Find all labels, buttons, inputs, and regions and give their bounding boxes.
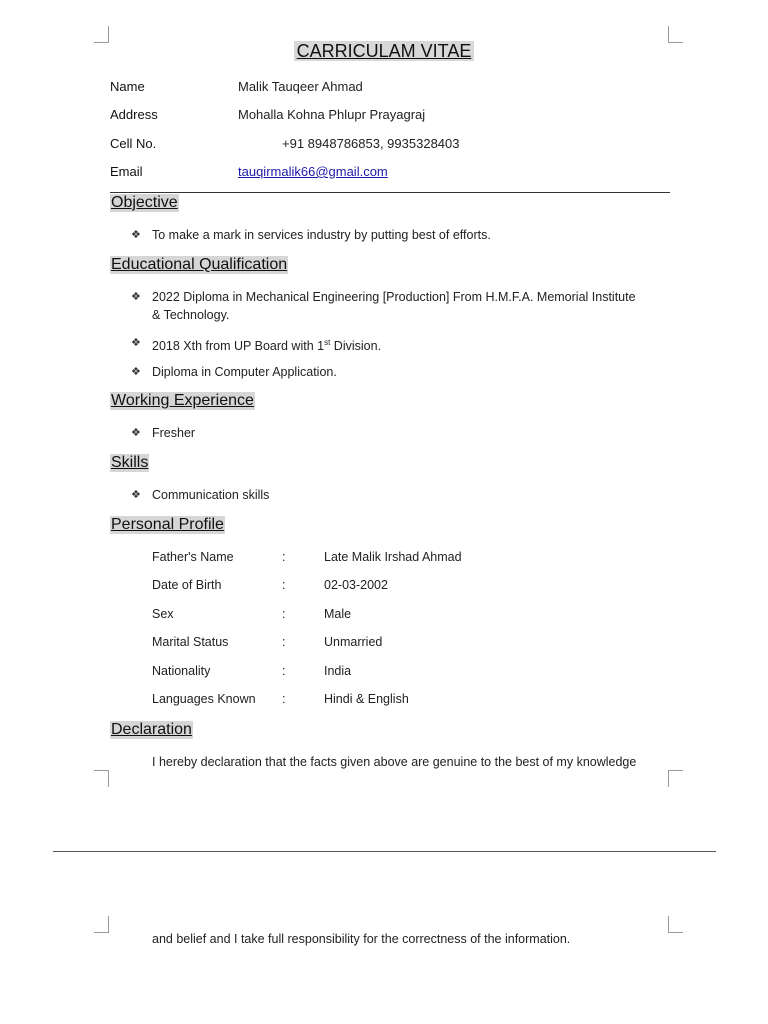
profile-value: Late Malik Irshad Ahmad xyxy=(324,550,462,564)
document-title: CARRICULAM VITAE xyxy=(0,41,768,62)
experience-heading: Working Experience xyxy=(111,392,254,409)
bullet-icon: ❖ xyxy=(131,337,141,349)
profile-colon: : xyxy=(282,607,286,621)
profile-label: Languages Known xyxy=(152,692,256,706)
declaration-text-line1: I hereby declaration that the facts given above are genuine to the best of my knowledge xyxy=(152,755,637,769)
header-divider xyxy=(110,192,670,193)
bullet-icon: ❖ xyxy=(131,366,141,378)
profile-colon: : xyxy=(282,664,286,678)
crop-mark-bottom-right xyxy=(668,770,683,787)
profile-label: Father's Name xyxy=(152,550,234,564)
experience-text: Fresher xyxy=(152,426,196,440)
education-item-xth: 2018 Xth from UP Board with 1st Division. xyxy=(152,338,382,354)
profile-label: Sex xyxy=(152,607,174,621)
name-label: Name xyxy=(110,79,145,94)
declaration-heading: Declaration xyxy=(111,721,192,738)
address-label: Address xyxy=(110,107,158,122)
objective-text: To make a mark in services industry by putting best of efforts. xyxy=(152,228,491,242)
page-break-divider xyxy=(53,851,716,852)
crop-mark-page2-top-left xyxy=(94,916,109,933)
education-item-diploma: 2022 Diploma in Mechanical Engineering [Production] From H.M.F.A. Memorial Institute & Technology. xyxy=(152,290,636,322)
profile-label: Nationality xyxy=(152,664,211,678)
declaration-text-line2: and belief and I take full responsibility for the correctness of the information. xyxy=(152,932,571,946)
address-value: Mohalla Kohna Phlupr Prayagraj xyxy=(238,107,426,122)
profile-value: Hindi & English xyxy=(324,692,409,706)
email-link[interactable]: tauqirmalik66@gmail.com xyxy=(238,164,388,179)
skills-text: Communication skills xyxy=(152,488,270,502)
cell-value: +91 8948786853, 9935328403 xyxy=(282,136,460,151)
bullet-icon: ❖ xyxy=(131,229,141,241)
profile-value: 02-03-2002 xyxy=(324,578,388,592)
cell-label: Cell No. xyxy=(110,136,157,151)
bullet-icon: ❖ xyxy=(131,427,141,439)
education-heading: Educational Qualification xyxy=(111,256,288,273)
profile-colon: : xyxy=(282,635,286,649)
crop-mark-page2-top-right xyxy=(668,916,683,933)
education-item-computer: Diploma in Computer Application. xyxy=(152,365,337,379)
profile-heading: Personal Profile xyxy=(111,516,224,533)
profile-label: Date of Birth xyxy=(152,578,222,592)
bullet-icon: ❖ xyxy=(131,291,141,303)
profile-value: Male xyxy=(324,607,352,621)
skills-heading: Skills xyxy=(111,454,149,471)
crop-mark-bottom-left xyxy=(94,770,109,787)
profile-label: Marital Status xyxy=(152,635,229,649)
profile-value: India xyxy=(324,664,352,678)
profile-colon: : xyxy=(282,550,286,564)
email-label: Email xyxy=(110,164,143,179)
name-value: Malik Tauqeer Ahmad xyxy=(238,79,363,94)
profile-colon: : xyxy=(282,692,286,706)
profile-colon: : xyxy=(282,578,286,592)
objective-heading: Objective xyxy=(111,194,178,211)
bullet-icon: ❖ xyxy=(131,489,141,501)
profile-value: Unmarried xyxy=(324,635,383,649)
